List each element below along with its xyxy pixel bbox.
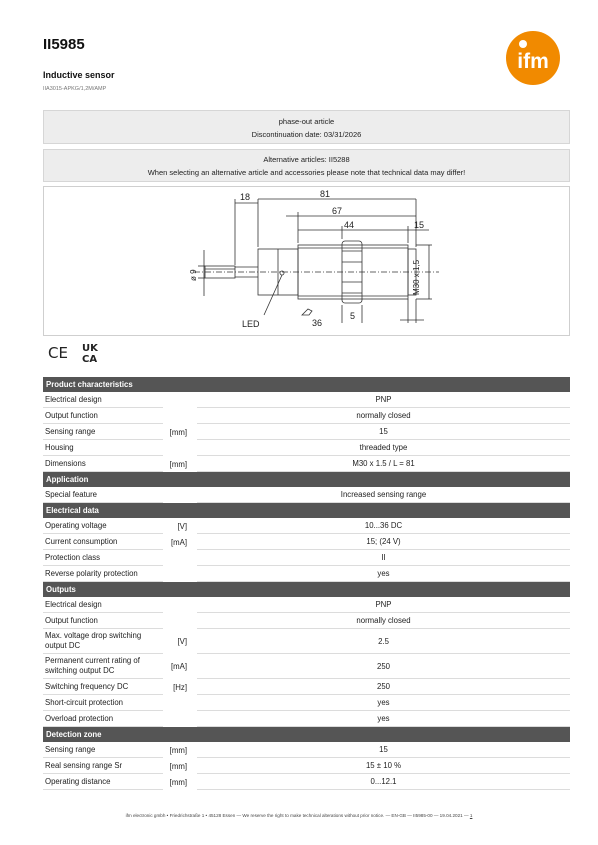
row-label: Max. voltage drop switching output DC [43, 629, 163, 654]
discontinuation-date: Discontinuation date: 03/31/2026 [251, 130, 362, 139]
alternative-notice [43, 149, 570, 182]
table-row [43, 518, 570, 534]
row-label: Operating distance [43, 774, 163, 790]
row-unit: [mm] [169, 777, 187, 787]
row-value: PNP [197, 392, 570, 408]
row-unit [163, 695, 189, 711]
row-label: Current consumption [43, 534, 163, 550]
row-label: Switching frequency DC [43, 679, 163, 695]
row-value: 15 [197, 742, 570, 758]
dim-phi9: ø 9 [189, 269, 198, 281]
row-unit [163, 440, 189, 456]
table-row [43, 424, 570, 440]
row-label: Dimensions [43, 456, 163, 472]
section-header: Product characteristics [43, 377, 570, 392]
dim-81: 81 [320, 189, 331, 199]
page-footer [0, 813, 598, 818]
row-label: Protection class [43, 550, 163, 566]
row-unit: [mA] [170, 537, 187, 547]
table-row [43, 711, 570, 727]
row-value: 15 ± 10 % [197, 758, 570, 774]
row-label: Overload protection [43, 711, 163, 727]
page-marker: 1 [469, 813, 473, 818]
row-unit [163, 392, 189, 408]
dimension-drawing [43, 186, 570, 336]
row-label: Housing [43, 440, 163, 456]
sensor-drawing-svg [44, 187, 571, 337]
alternative-warning: When selecting an alternative article and accessories please note that technical data may differ! [147, 168, 466, 177]
product-code-title: II5985 [43, 36, 85, 53]
row-label: Operating voltage [43, 518, 163, 534]
alternative-articles: Alternative articles: II5288 [263, 155, 350, 164]
row-value: 250 [197, 654, 570, 679]
row-unit [163, 487, 189, 503]
dim-67: 67 [332, 206, 343, 216]
table-row [43, 408, 570, 424]
row-label: Permanent current rating of switching output DC [43, 654, 163, 679]
certification-marks [48, 340, 108, 364]
footer-text: ifm electronic gmbh • Friedrichstraße 1 • 45128 Essen — We reserve the right to make technical alterations without prior notice. — EN-GB — II5985-00 — 19.04.2021 — [125, 813, 469, 818]
row-value: 250 [197, 679, 570, 695]
row-label: Sensing range [43, 742, 163, 758]
row-value: normally closed [197, 613, 570, 629]
row-value: 0...12.1 [197, 774, 570, 790]
row-label: Electrical design [43, 597, 163, 613]
row-unit: [V] [177, 521, 187, 531]
row-value: 15; (24 V) [197, 534, 570, 550]
row-unit: [V] [177, 637, 187, 646]
row-label: Output function [43, 613, 163, 629]
dim-44: 44 [344, 220, 355, 230]
table-row [43, 440, 570, 456]
section-header: Detection zone [43, 727, 570, 742]
dim-18: 18 [240, 192, 251, 202]
row-label: Reverse polarity protection [43, 566, 163, 582]
product-name: Inductive sensor [43, 70, 115, 80]
ce-mark: CE [48, 344, 68, 362]
row-label: Sensing range [43, 424, 163, 440]
row-value: 10...36 DC [197, 518, 570, 534]
row-unit [163, 613, 189, 629]
row-value: Increased sensing range [197, 487, 570, 503]
table-row [43, 534, 570, 550]
row-value: normally closed [197, 408, 570, 424]
row-unit [163, 566, 189, 582]
table-row [43, 487, 570, 503]
table-row [43, 679, 570, 695]
section-header: Outputs [43, 582, 570, 597]
table-row [43, 774, 570, 790]
row-unit [163, 711, 189, 727]
row-label: Short-circuit protection [43, 695, 163, 711]
logo-text: ifm [517, 50, 549, 73]
row-value: II [197, 550, 570, 566]
row-value: 15 [197, 424, 570, 440]
row-label: Output function [43, 408, 163, 424]
row-unit: [mm] [169, 761, 187, 771]
row-value: M30 x 1.5 / L = 81 [197, 456, 570, 472]
row-value: yes [197, 566, 570, 582]
row-unit [163, 408, 189, 424]
row-unit: [mm] [169, 459, 187, 469]
row-value: 2.5 [197, 629, 570, 654]
row-value: PNP [197, 597, 570, 613]
table-row [43, 392, 570, 408]
ukca-mark-top: UK [82, 343, 98, 354]
table-row [43, 597, 570, 613]
table-row [43, 550, 570, 566]
phase-out-notice [43, 110, 570, 144]
table-row [43, 613, 570, 629]
table-row [43, 758, 570, 774]
section-header: Electrical data [43, 503, 570, 518]
row-unit: [mA] [170, 662, 187, 671]
dim-5: 5 [350, 311, 356, 321]
article-code: IIA3015-APKG/1,2M/AMP [43, 86, 107, 92]
table-row [43, 742, 570, 758]
dim-36: 36 [312, 318, 323, 328]
row-label: Electrical design [43, 392, 163, 408]
table-row [43, 566, 570, 582]
table-row [43, 456, 570, 472]
row-unit: [Hz] [173, 682, 187, 692]
row-value: threaded type [197, 440, 570, 456]
table-row [43, 629, 570, 654]
spec-table [43, 377, 570, 790]
row-unit [163, 597, 189, 613]
dim-thread: M30 x 1,5 [412, 259, 421, 295]
phase-out-text: phase-out article [278, 117, 335, 126]
row-unit [163, 550, 189, 566]
row-label: Real sensing range Sr [43, 758, 163, 774]
row-value: yes [197, 711, 570, 727]
ukca-mark-bottom: CA [82, 354, 98, 364]
row-unit: [mm] [169, 427, 187, 437]
ifm-logo [506, 31, 560, 85]
section-header: Application [43, 472, 570, 487]
led-label: LED [242, 319, 260, 329]
row-unit: [mm] [169, 745, 187, 755]
row-value: yes [197, 695, 570, 711]
row-label: Special feature [43, 487, 163, 503]
dim-15: 15 [414, 220, 425, 230]
table-row [43, 695, 570, 711]
table-row [43, 654, 570, 679]
